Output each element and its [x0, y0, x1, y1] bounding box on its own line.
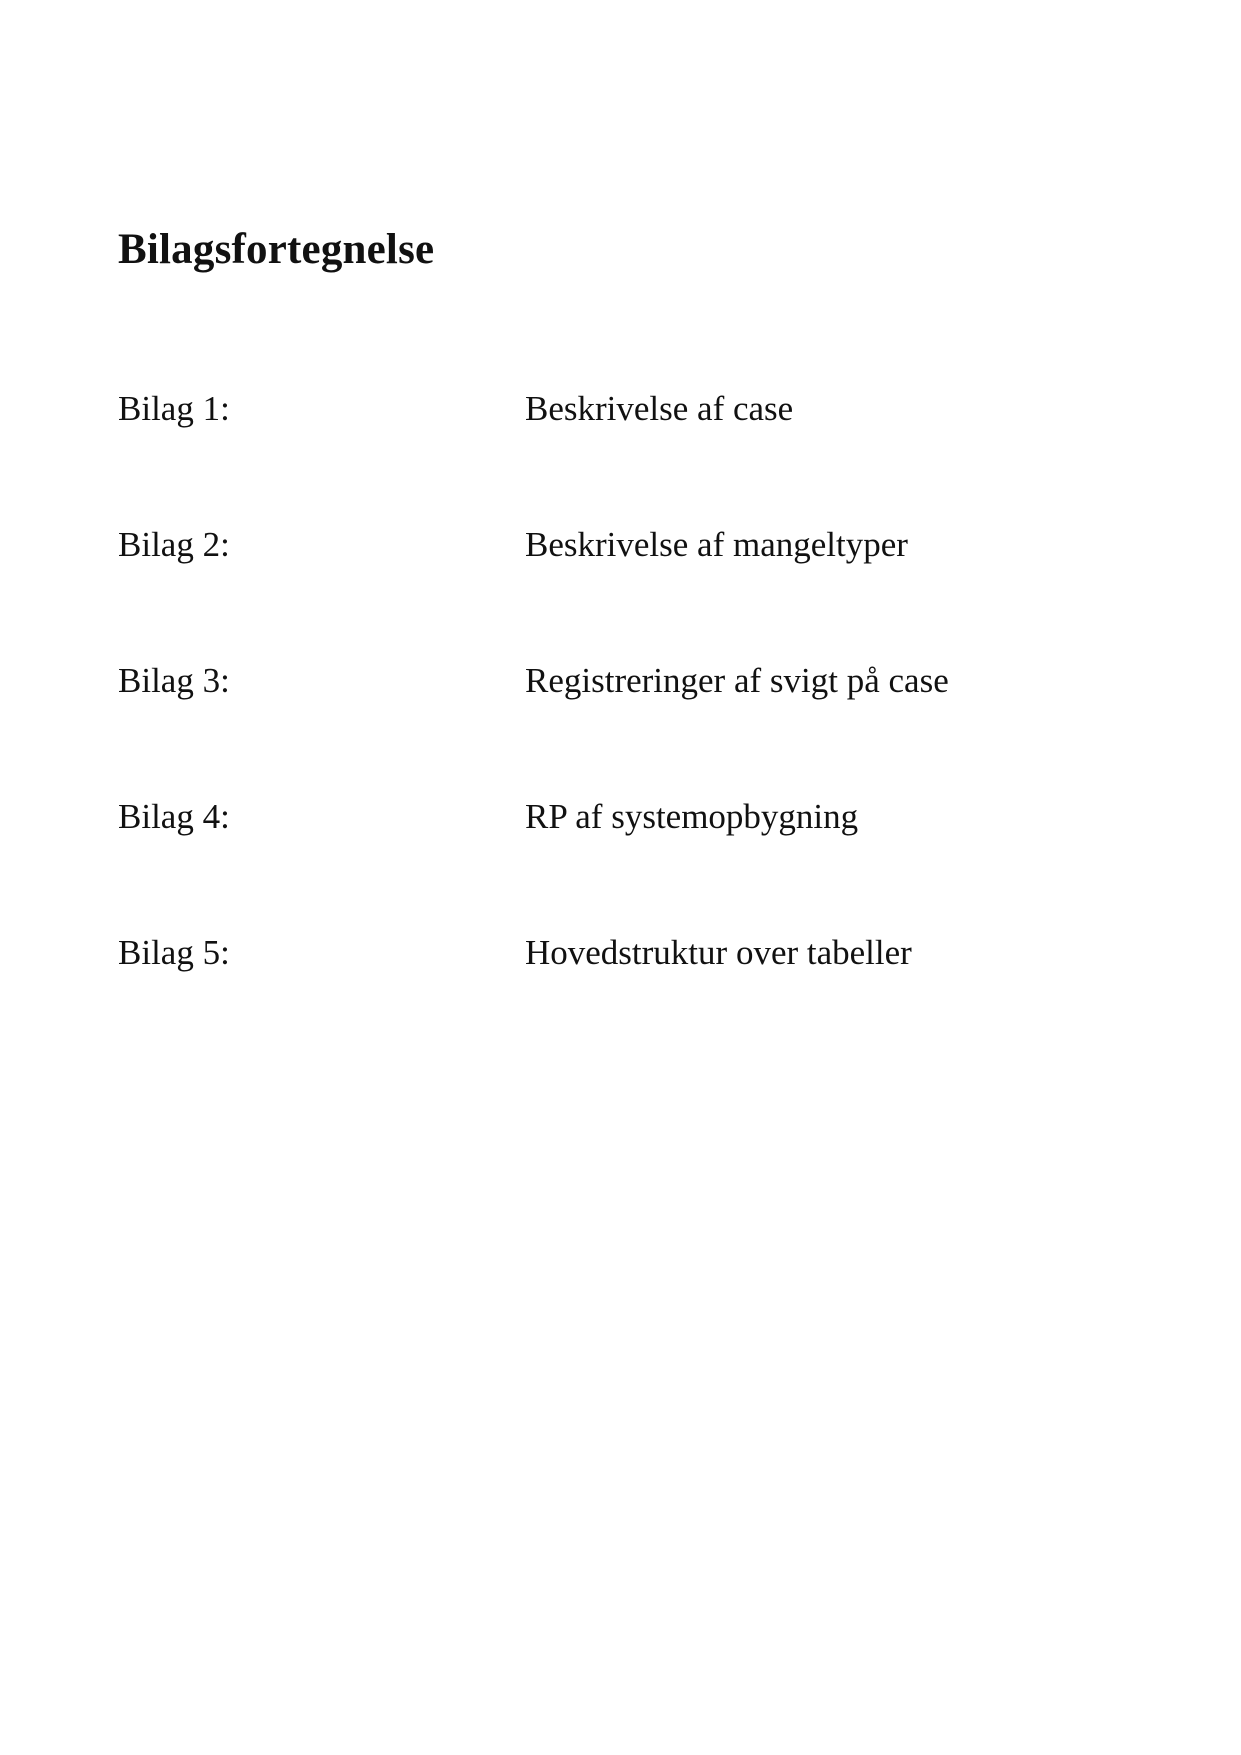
appendix-item-1: [118, 388, 1118, 524]
appendix-label: Bilag 3:: [118, 661, 230, 700]
appendix-list: [118, 388, 1118, 1068]
page-title: Bilagsfortegnelse: [118, 226, 435, 273]
appendix-label: Bilag 4:: [118, 797, 230, 836]
appendix-item-2: [118, 524, 1118, 660]
appendix-description: Beskrivelse af mangeltyper: [525, 525, 908, 564]
appendix-description: Hovedstruktur over tabeller: [525, 933, 912, 972]
appendix-item-3: [118, 660, 1118, 796]
appendix-description: Registreringer af svigt på case: [525, 661, 949, 700]
appendix-item-4: [118, 796, 1118, 932]
appendix-item-5: [118, 932, 1118, 1068]
appendix-label: Bilag 5:: [118, 933, 230, 972]
appendix-description: Beskrivelse af case: [525, 389, 794, 428]
appendix-label: Bilag 1:: [118, 389, 230, 428]
appendix-label: Bilag 2:: [118, 525, 230, 564]
appendix-description: RP af systemopbygning: [525, 797, 859, 836]
